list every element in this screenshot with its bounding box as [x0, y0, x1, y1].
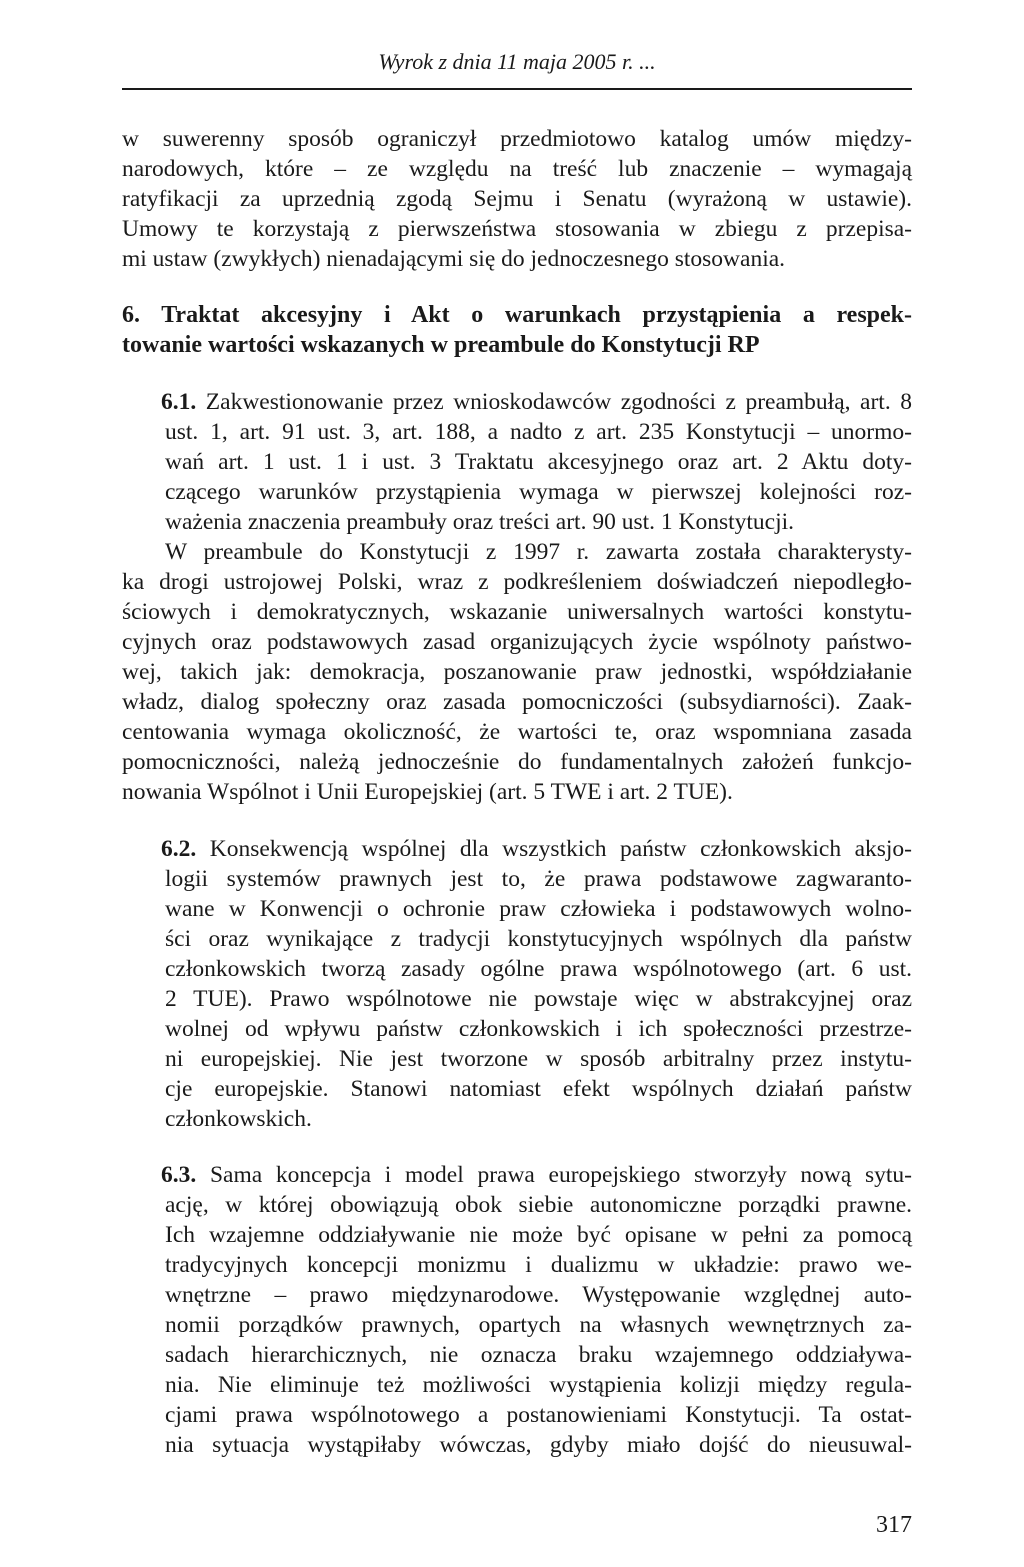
- text-line: ści oraz wynikające z tradycji konstytucyjnych wspólnych dla państw: [165, 926, 912, 952]
- text-line: W preambule do Konstytucji z 1997 r. zawarta została charakterysty-: [165, 539, 912, 565]
- text-span: Konsekwencją wspólnej dla wszystkich państw członkowskich aksjo-: [209, 836, 913, 862]
- header-rule: [122, 88, 912, 90]
- text-line: ka drogi ustrojowej Polski, wraz z podkreśleniem doświadczeń niepodległo-: [122, 569, 912, 595]
- text-line: w suwerenny sposób ograniczył przedmiotowo katalog umów między-: [122, 126, 912, 152]
- text-line: cjami prawa wspólnotowego a postanowieniami Konstytucji. Ta ostat-: [165, 1402, 912, 1428]
- text-line: wej, takich jak: demokracja, poszanowanie praw jednostki, współdziałanie: [122, 659, 912, 685]
- page-number: 317: [876, 1512, 912, 1538]
- text-line: nomii porządków prawnych, opartych na własnych wewnętrznych za-: [165, 1312, 912, 1338]
- text-line: nowania Wspólnot i Unii Europejskiej (art. 5 TWE i art. 2 TUE).: [122, 779, 733, 805]
- text-line: mi ustaw (zwykłych) nienadającymi się do jednoczesnego stosowania.: [122, 246, 786, 272]
- text-line: ust. 1, art. 91 ust. 3, art. 188, a nadto z art. 235 Konstytucji – unormo-: [165, 419, 912, 445]
- text-line: logii systemów prawnych jest to, że prawa podstawowe zagwaranto-: [165, 866, 912, 892]
- heading-number: 6.: [122, 302, 140, 328]
- text-line: nia. Nie eliminuje też możliwości wystąpienia kolizji między regula-: [165, 1372, 912, 1398]
- text-line: pomocniczności, należą jednocześnie do fundamentalnych założeń funkcjo-: [122, 749, 912, 775]
- text-line: Ich wzajemne oddziaływanie nie może być opisane w pełni za pomocą: [165, 1222, 912, 1248]
- heading-text: Traktat akcesyjny i Akt o warunkach przystąpienia a respek-: [161, 302, 912, 328]
- text-line: członkowskich tworzą zasady ogólne prawa wspólnotowego (art. 6 ust.: [165, 956, 912, 982]
- text-line: ściowych i demokratycznych, wskazanie uniwersalnych wartości konstytu-: [122, 599, 912, 625]
- text-line: Umowy te korzystają z pierwszeństwa stosowania w zbiegu z przepisa-: [122, 216, 912, 242]
- paragraph-number: 6.3.: [161, 1162, 197, 1188]
- text-line: ację, w której obowiązują obok siebie autonomiczne porządki prawne.: [165, 1192, 912, 1218]
- running-head: Wyrok z dnia 11 maja 2005 r. ...: [378, 49, 656, 74]
- paragraph-number: 6.2.: [161, 836, 197, 862]
- text-line: [161, 387, 912, 417]
- text-line: czącego warunków przystąpienia wymaga w pierwszej kolejności roz-: [165, 479, 912, 505]
- text-line: tradycyjnych koncepcji monizmu i dualizmu w układzie: prawo we-: [165, 1252, 912, 1278]
- text-line: sadach hierarchicznych, nie oznacza braku wzajemnego oddziaływa-: [165, 1342, 912, 1368]
- text-line: nia sytuacja wystąpiłaby wówczas, gdyby miało dojść do nieusuwal-: [165, 1432, 912, 1458]
- text-line: narodowych, które – ze względu na treść lub znaczenie – wymagają: [122, 156, 912, 182]
- text-span: Zakwestionowanie przez wnioskodawców zgodności z preambułą, art. 8: [205, 389, 912, 415]
- text-line: [161, 834, 913, 864]
- text-line: 2 TUE). Prawo wspólnotowe nie powstaje więc w abstrakcyjnej oraz: [165, 986, 912, 1012]
- heading-line: towanie wartości wskazanych w preambule do Konstytucji RP: [122, 332, 760, 358]
- text-line: ni europejskiej. Nie jest tworzone w sposób arbitralny przez instytu-: [165, 1046, 912, 1072]
- text-line: cje europejskie. Stanowi natomiast efekt wspólnych działań państw: [165, 1076, 912, 1102]
- text-line: władz, dialog społeczny oraz zasada pomocniczości (subsydiarności). Zaak-: [122, 689, 912, 715]
- text-line: [161, 1160, 913, 1190]
- text-line: centowania wymaga okoliczność, że wartości te, oraz wspomniana zasada: [122, 719, 912, 745]
- text-line: wane w Konwencji o ochronie praw człowieka i podstawowych wolno-: [165, 896, 912, 922]
- text-line: wań art. 1 ust. 1 i ust. 3 Traktatu akcesyjnego oraz art. 2 Aktu doty-: [165, 449, 912, 475]
- text-line: cyjnych oraz podstawowych zasad organizujących życie wspólnoty państwo-: [122, 629, 912, 655]
- heading-line: [122, 300, 912, 330]
- paragraph-number: 6.1.: [161, 389, 197, 415]
- text-line: ratyfikacji za uprzednią zgodą Sejmu i Senatu (wyrażoną w ustawie).: [122, 186, 912, 212]
- text-line: wolnej od wpływu państw członkowskich i ich społeczności przestrze-: [165, 1016, 912, 1042]
- text-line: członkowskich.: [165, 1106, 312, 1132]
- text-span: Sama koncepcja i model prawa europejskiego stworzyły nową sytu-: [209, 1162, 913, 1188]
- text-line: wnętrzne – prawo międzynarodowe. Występowanie względnej auto-: [165, 1282, 912, 1308]
- text-line: ważenia znaczenia preambuły oraz treści art. 90 ust. 1 Konstytucji.: [165, 509, 795, 535]
